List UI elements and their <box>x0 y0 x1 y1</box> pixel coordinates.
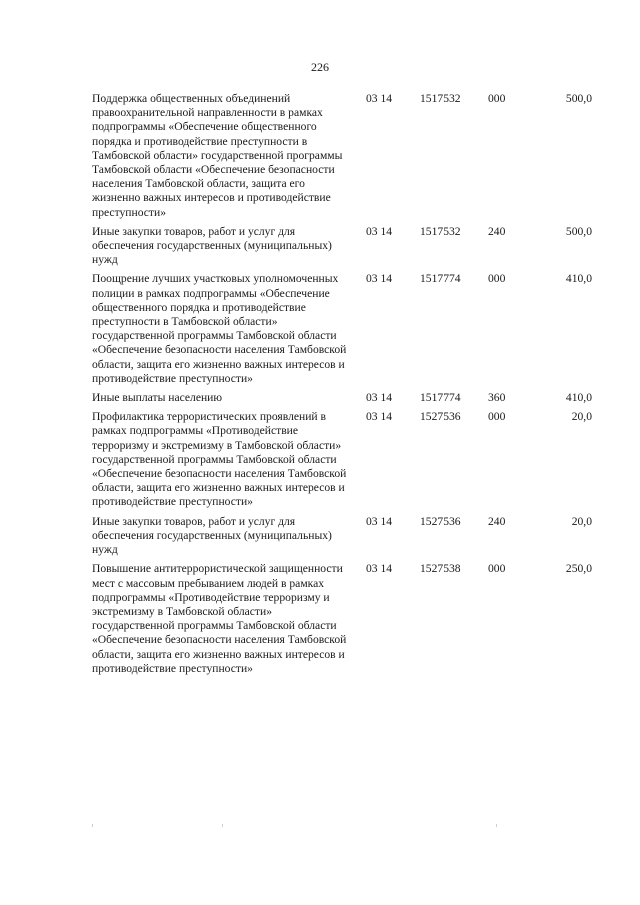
row-article: 1527536 <box>420 514 461 528</box>
row-article: 1527536 <box>420 410 461 424</box>
table-row <box>92 225 592 268</box>
row-description: Профилактика террористических проявлений в рамках подпрограммы «Противодействие терроризму и экстремизму в Тамбовской области» государственной программы Тамбовской области «Обеспечение безопасности населения Тамбовской области, защита его жизненно важных интересов и противодействие преступности» <box>92 410 347 509</box>
row-section: 03 14 <box>366 391 393 405</box>
row-article: 1517532 <box>420 92 461 105</box>
table-row <box>92 92 592 220</box>
row-amount: 410,0 <box>565 272 592 286</box>
row-section: 03 14 <box>366 92 393 105</box>
table-row <box>92 515 592 558</box>
row-expense-type: 240 <box>488 224 506 238</box>
row-section: 03 14 <box>366 562 393 576</box>
row-expense-type: 000 <box>488 272 506 286</box>
row-article: 1517774 <box>420 272 461 286</box>
row-article: 1527538 <box>420 562 461 576</box>
page-number: 226 <box>311 60 329 74</box>
row-amount: 500,0 <box>565 224 592 238</box>
row-article: 1517774 <box>420 391 461 405</box>
table-row <box>92 391 592 405</box>
scan-mark <box>222 824 223 827</box>
row-amount: 20,0 <box>571 410 592 424</box>
row-expense-type: 000 <box>488 410 506 424</box>
scan-marks <box>0 824 640 828</box>
row-expense-type: 360 <box>488 391 506 405</box>
row-description: Поддержка общественных объединений правоохранительной направленности в рамках подпрограммы «Обеспечение общественного порядка и противодействие преступности в Тамбовской области» государственной программы Тамбовской области «Обеспечение безопасности населения Тамбовской области, защита его жизненно важных интересов и противодействие преступности» <box>92 92 343 219</box>
row-amount: 20,0 <box>571 514 592 528</box>
row-description: Поощрение лучших участковых уполномоченных полиции в рамках подпрограммы «Обеспечение общественного порядка и противодействие преступности в Тамбовской области» государственной программы Тамбовской области «Обеспечение безопасности населения Тамбовской области, защита его жизненно важных интересов и противодействие преступности» <box>92 272 347 385</box>
row-amount: 410,0 <box>565 391 592 405</box>
row-section: 03 14 <box>366 224 393 238</box>
row-description: Иные выплаты населению <box>92 391 223 405</box>
row-expense-type: 000 <box>488 92 506 105</box>
row-amount: 250,0 <box>565 562 592 576</box>
row-section: 03 14 <box>366 272 393 286</box>
row-article: 1517532 <box>420 224 461 238</box>
row-expense-type: 240 <box>488 514 506 528</box>
row-expense-type: 000 <box>488 562 506 576</box>
table-row <box>92 562 592 676</box>
row-section: 03 14 <box>366 514 393 528</box>
row-amount: 500,0 <box>565 92 592 105</box>
row-section: 03 14 <box>366 410 393 424</box>
row-description: Иные закупки товаров, работ и услуг для обеспечения государственных (муниципальных) нужд <box>92 224 332 267</box>
budget-table <box>92 92 592 681</box>
row-description: Повышение антитеррористической защищенности мест с массовым пребыванием людей в рамках подпрограммы «Противодействие терроризму и экстремизму в Тамбовской области» государственной программы Тамбовской области «Обеспечение безопасности населения Тамбовской области, защита его жизненно важных интересов и противодействие преступности» <box>92 562 347 675</box>
table-row <box>92 272 592 386</box>
row-description: Иные закупки товаров, работ и услуг для обеспечения государственных (муниципальных) нужд <box>92 514 332 557</box>
scan-mark <box>92 824 93 827</box>
table-row <box>92 410 592 509</box>
scan-mark <box>496 824 497 827</box>
